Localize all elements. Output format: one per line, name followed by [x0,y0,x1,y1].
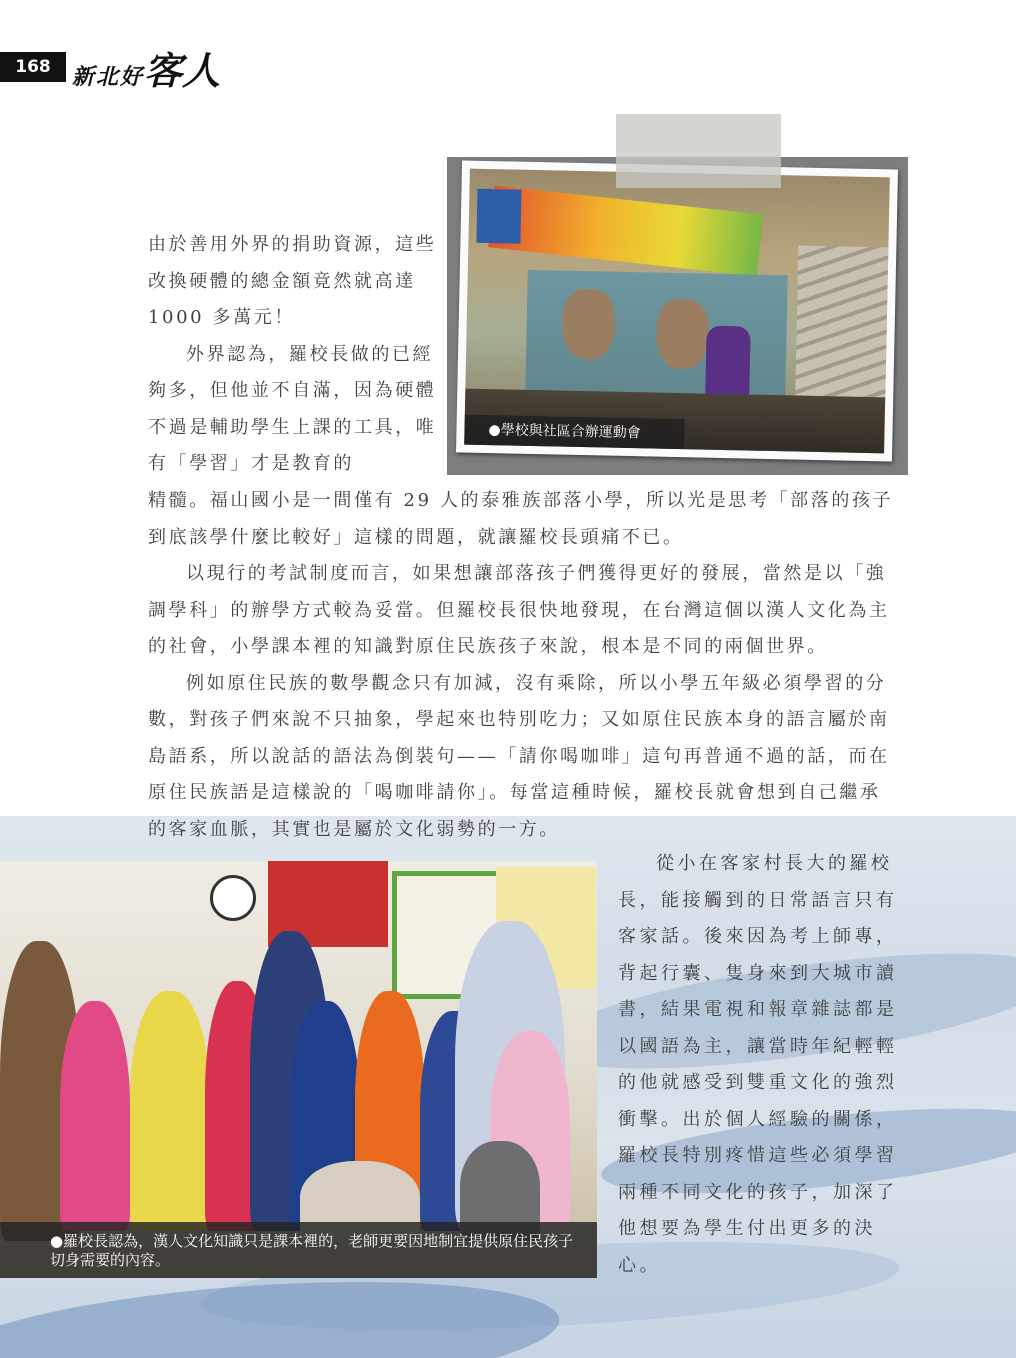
speaker-figure [705,326,751,401]
magazine-logo [72,40,220,95]
photo-caption-bottom: ●羅校長認為，漢人文化知識只是課本裡的，老師更要因地制宜提供原住民孩子切身需要的內容。 [0,1222,597,1278]
paragraph: 由於善用外界的捐助資源，這些改換硬體的總金額竟然就高達 1000 多萬元！ [148,234,437,328]
page-number: 168 [0,52,66,82]
magazine-title-small: 新北好 [72,64,145,90]
sports-event-photo [464,169,890,454]
photo-caption-top: ●學校與社區合辦運動會 [464,415,685,450]
class-group-photo [0,861,597,1278]
paragraph: 精髓。福山國小是一間僅有 29 人的泰雅族部落小學，所以光是思考「部落的孩子到底該學什麼比較好」這樣的問題，就讓羅校長頭痛不已。 [148,490,894,548]
paragraph: 例如原住民族的數學觀念只有加減，沒有乘除，所以小學五年級必須學習的分數，對孩子們來說不只抽象，學起來也特別吃力；又如原住民族本身的語言屬於南島語系，所以說話的語法為倒裝句——「請你喝咖啡」這句再普通不過的話，而在原住民族語是這樣說的「喝咖啡請你」。每當這種時候，羅校長就會想到自己繼承的客家血脈，其實也是屬於文化弱勢的一方。 [148,672,890,840]
article-text-right [618,846,900,1284]
magazine-title-large: 客人 [144,48,221,93]
article-text-main [148,483,900,848]
paragraph: 以現行的考試制度而言，如果想讓部落孩子們獲得更好的發展，當然是以「強調學科」的辦學方式較為妥當。但羅校長很快地發現，在台灣這個以漢人文化為主的社會，小學課本裡的知識對原住民族孩子來說，根本是不同的兩個世界。 [148,563,890,657]
article-text-top [148,227,450,483]
tape-strip [616,114,781,188]
paragraph: 從小在客家村長大的羅校長，能接觸到的日常語言只有客家話。後來因為考上師專，背起行囊、隻身來到大城市讀書，結果電視和報章雜誌都是以國語為主，讓當時年紀輕輕的他就感受到雙重文化的強烈衝擊。出於個人經驗的關係，羅校長特別疼惜這些必須學習兩種不同文化的孩子，加深了他想要為學生付出更多的決心。 [618,853,898,1276]
clock-icon [210,875,256,921]
paragraph: 外界認為，羅校長做的已經夠多，但他並不自滿，因為硬體不過是輔助學生上課的工具，唯有「學習」才是教育的 [148,343,437,474]
photo-card-top [456,160,898,461]
event-banner [488,186,763,277]
